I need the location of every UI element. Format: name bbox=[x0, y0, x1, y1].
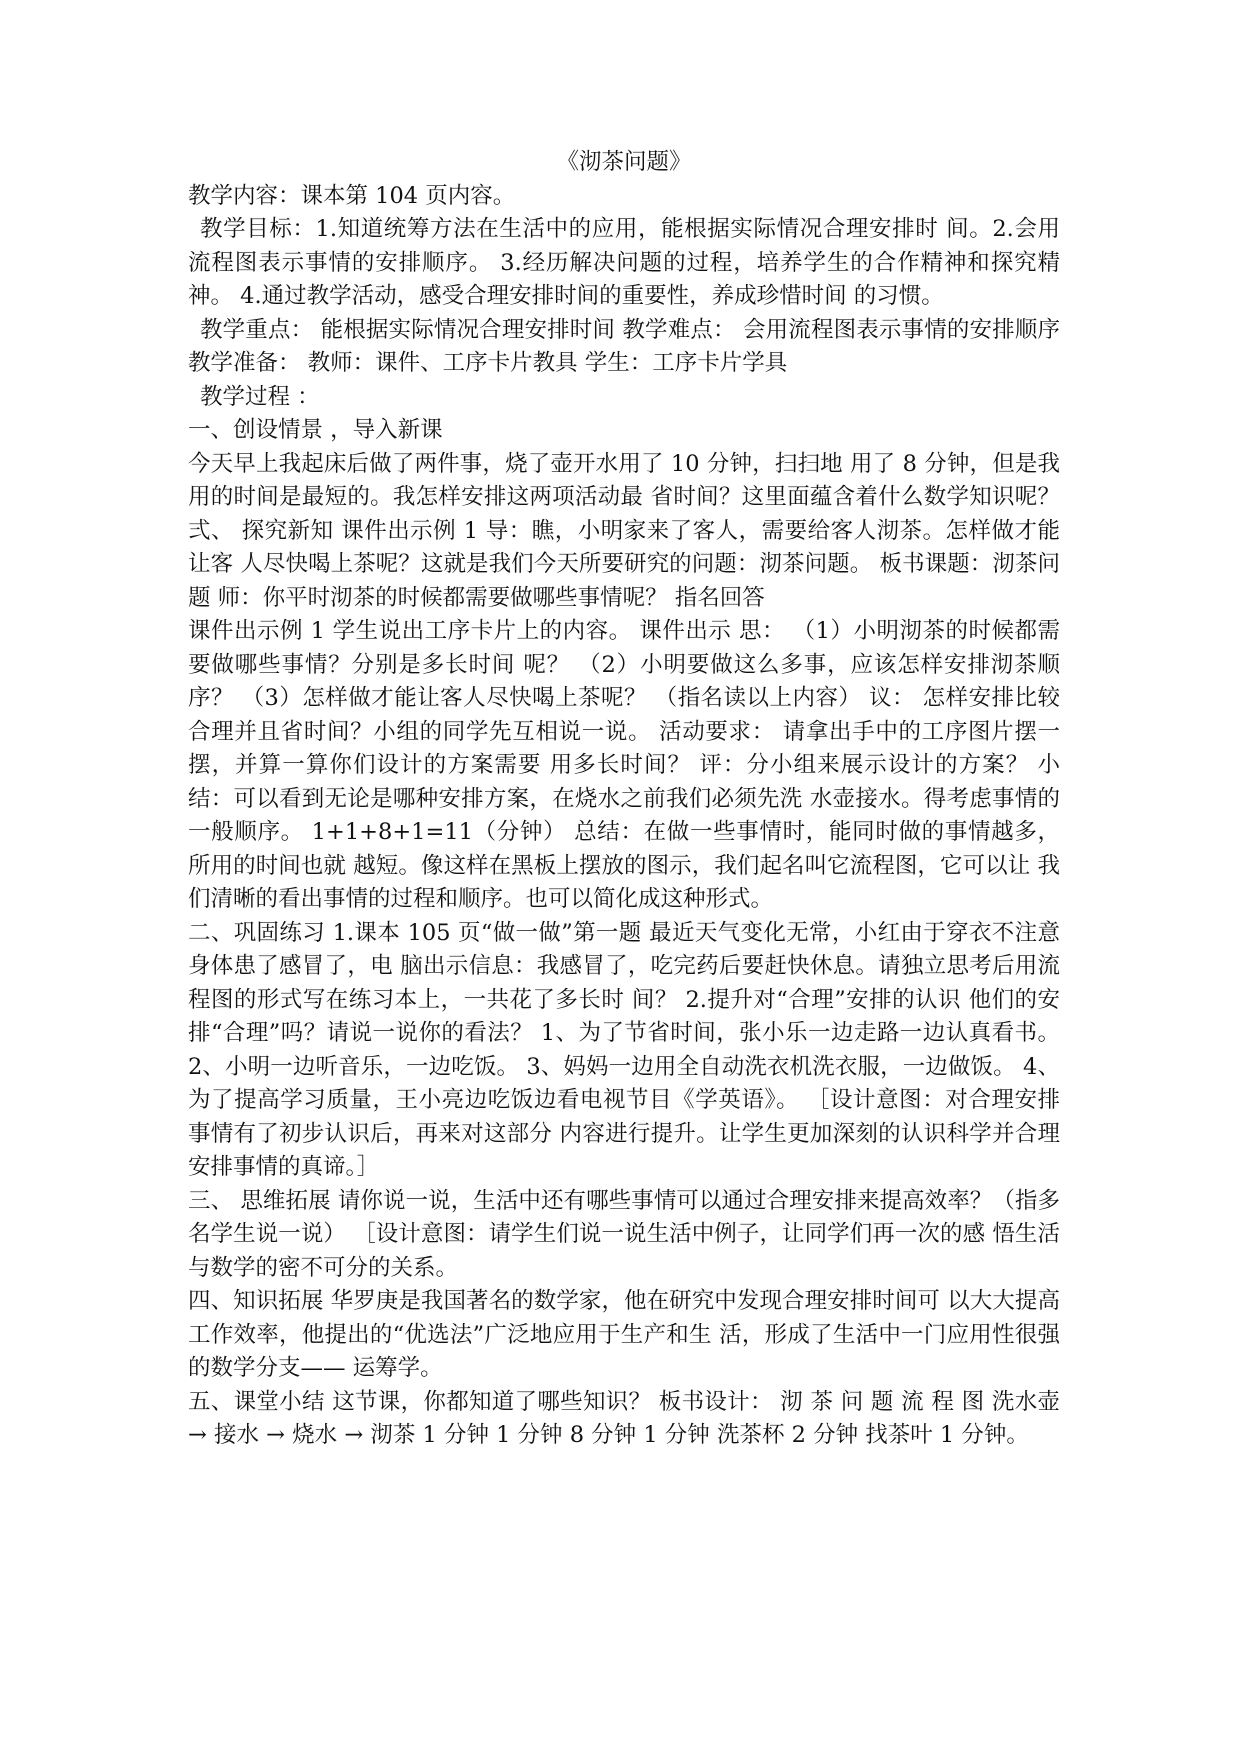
paragraph-summary: 五、课堂小结 这节课，你都知道了哪些知识？ 板书设计： 沏 茶 问 题 流 程 图 洗水壶 → 接水 → 烧水 → 沏茶 1 分钟 1 分钟 8 分钟 1 分钟 洗茶杯 2 分钟 找茶叶 1 分钟。 bbox=[188, 1388, 1060, 1448]
paragraph-practice: 二、巩固练习 1.课本 105 页“做一做”第一题 最近天气变化无常，小红由于穿衣不注意身体患了感冒了，电 脑出示信息：我感冒了，吃完药后要赶快休息。请独立思考后用流程图的形式写在练习本上，一共花了多长时 间？ 2.提升对“合理”安排的认识 他们的安排“合理”吗？请说一说你的看法？ 1、为了节省时间，张小乐一边走路一边认真看书。 2、小明一边听音乐，一边吃饭。 3、妈妈一边用全自动洗衣机洗衣服，一边做饭。 4、为了提高学习质量，王小亮边吃饭边看电视节目《学英语》。 ［设计意图：对合理安排事情有了初步认识后，再来对这部分 内容进行提升。让学生更加深刻的认识科学并合理安排事情的真谛。］ bbox=[188, 919, 1060, 1180]
section-heading-1: 一、创设情景 ，导入新课 bbox=[188, 417, 443, 443]
document-page bbox=[188, 146, 1060, 1453]
paragraph-teaching-process-heading: 教学过程 ： bbox=[200, 383, 320, 410]
paragraph-key-points: 教学重点： 能根据实际情况合理安排时间 教学难点： 会用流程图表示事情的安排顺序 教学准备： 教师：课件、工序卡片教具 学生：工序卡片学具 bbox=[188, 316, 1060, 376]
paragraph-intro: 今天早上我起床后做了两件事，烧了壶开水用了 10 分钟，扫扫地 用了 8 分钟，但是我用的时间是最短的。我怎样安排这两项活动最 省时间？这里面蕴含着什么数学知识呢？ 弍、 探究新知 课件出示例 1 导：瞧，小明家来了客人，需要给客人沏茶。怎样做才能让客 人尽快喝上茶呢？这就是我们今天所要研究的问题：沏茶问题。 板书课题：沏茶问题 师：你平时沏茶的时候都需要做哪些事情呢？ 指名回答 bbox=[188, 450, 1060, 611]
document-title: 《沏茶问题》 bbox=[556, 149, 692, 175]
paragraph-teaching-goals: 教学目标：1.知道统筹方法在生活中的应用，能根据实际情况合理安排时 间。2.会用流程图表示事情的安排顺序。 3.经历解决问题的过程，培养学生的合作精神和探究精神。 4.通过教学活动，感受合理安排时间的重要性，养成珍惜时间 的习惯。 bbox=[188, 216, 1060, 309]
paragraph-extension: 三、 思维拓展 请你说一说，生活中还有哪些事情可以通过合理安排来提高效率？（指多名学生说一说） ［设计意图：请学生们说一说生活中例子，让同学们再一次的感 悟生活与数学的密不可分的关系。 bbox=[188, 1187, 1060, 1281]
paragraph-teaching-content: 教学内容：课本第 104 页内容。 bbox=[188, 182, 516, 209]
paragraph-example: 课件出示例 1 学生说出工序卡片上的内容。 课件出示 思： （1）小明沏茶的时候都需要做哪些事情？分别是多长时间 呢？ （2）小明要做这么多事，应该怎样安排沏茶顺序？ （3）怎样做才能让客人尽快喝上茶呢？ （指名读以上内容） 议： 怎样安排比较合理并且省时间？小组的同学先互相说一说。 活动要求： 请拿出手中的工序图片摆一摆，并算一算你们设计的方案需要 用多长时间？ 评：分小组来展示设计的方案？ 小结：可以看到无论是哪种安排方案，在烧水之前我们必须先洗 水壶接水。得考虑事情的一般顺序。 1+1+8+1=11（分钟） 总结：在做一些事情时，能同时做的事情越多，所用的时间也就 越短。像这样在黑板上摆放的图示，我们起名叫它流程图，它可以让 我们清晰的看出事情的过程和顺序。也可以简化成这种形式。 bbox=[188, 618, 1060, 912]
paragraph-knowledge: 四、知识拓展 华罗庚是我国著名的数学家，他在研究中发现合理安排时间可 以大大提高工作效率，他提出的“优选法”广泛地应用于生产和生 活，形成了生活中一门应用性很强的数学分支—— 运筹学。 bbox=[188, 1288, 1060, 1381]
